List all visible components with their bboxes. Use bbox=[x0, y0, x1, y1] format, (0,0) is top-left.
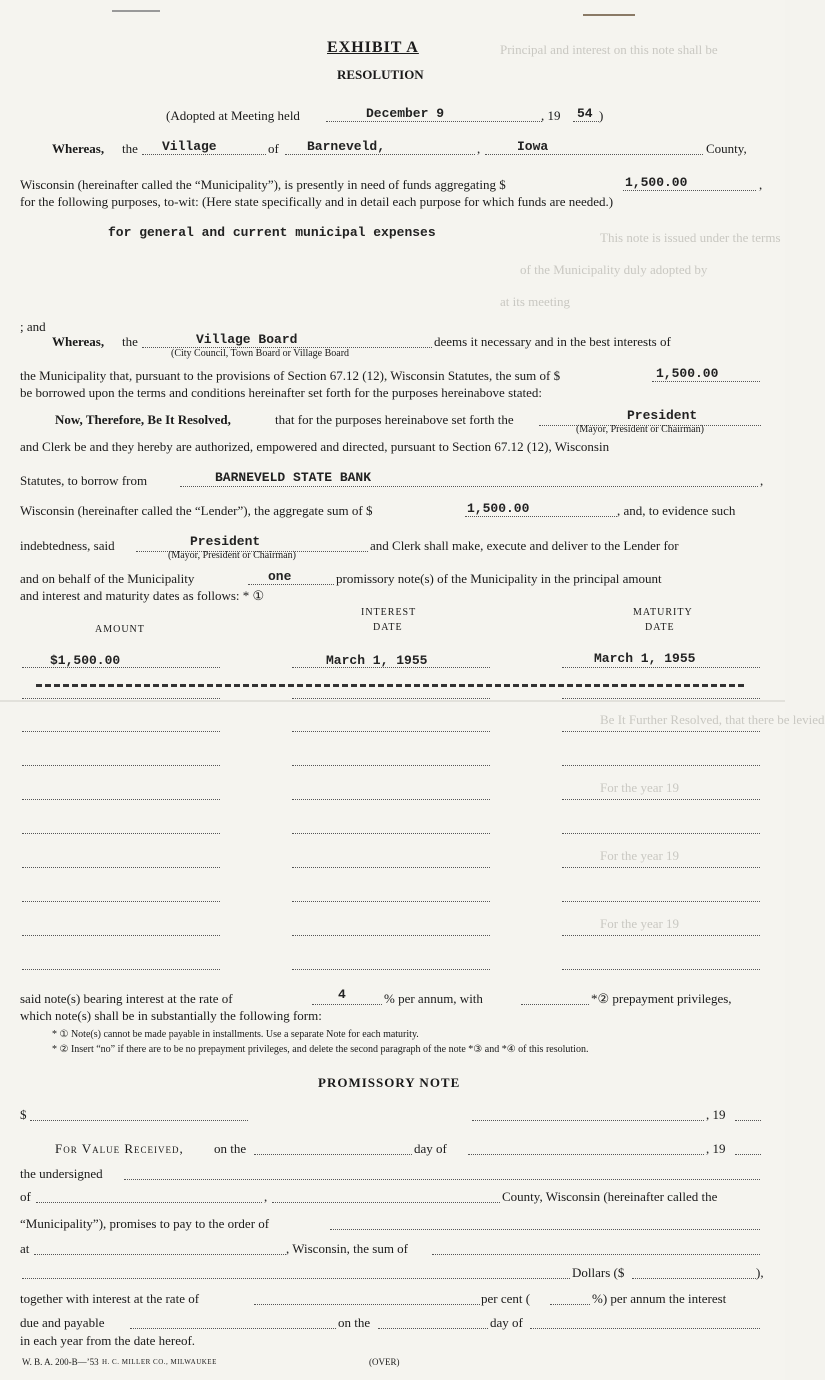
aggregate-amount: 1,500.00 bbox=[467, 501, 530, 516]
lender-name: BARNEVELD STATE BANK bbox=[215, 470, 372, 485]
purpose-text: for general and current municipal expenses bbox=[108, 225, 436, 240]
interest-header: INTEREST bbox=[361, 607, 417, 618]
schedule-maturity-date: March 1, 1955 bbox=[594, 651, 696, 666]
note-count: one bbox=[268, 569, 292, 584]
and-label: ; and bbox=[20, 319, 46, 334]
whereas-label: Whereas, bbox=[52, 141, 105, 156]
promissory-note-title: PROMISSORY NOTE bbox=[318, 1075, 461, 1090]
borrow-amount: 1,500.00 bbox=[656, 366, 719, 381]
maturity-header: MATURITY bbox=[633, 607, 693, 618]
amount-header: AMOUNT bbox=[95, 624, 145, 635]
municipality-name: Barneveld, bbox=[307, 139, 386, 154]
footnote-2: * ② Insert “no” if there are to be no prepayment privileges, and delete the second paragraph of the note *③ and *④ of this resolution. bbox=[52, 1044, 589, 1055]
municipality-type: Village bbox=[162, 139, 217, 154]
exhibit-title: EXHIBIT A bbox=[327, 39, 419, 56]
over-label: (OVER) bbox=[369, 1357, 400, 1367]
officer-title: President bbox=[627, 408, 698, 423]
resolved-label: Now, Therefore, Be It Resolved, bbox=[55, 412, 231, 427]
resolution-title: RESOLUTION bbox=[337, 67, 424, 82]
printer-name: H. C. MILLER CO., MILWAUKEE bbox=[102, 1358, 217, 1366]
schedule-amount: $1,500.00 bbox=[50, 653, 121, 668]
meeting-year: 54 bbox=[577, 106, 593, 121]
strike-dashes bbox=[36, 684, 744, 687]
county-name: Iowa bbox=[517, 139, 549, 154]
staple-mark-right bbox=[583, 14, 635, 16]
footnote-1: * ① Note(s) cannot be made payable in installments. Use a separate Note for each maturity. bbox=[52, 1029, 419, 1040]
meeting-date: December 9 bbox=[366, 106, 445, 121]
funds-amount: 1,500.00 bbox=[625, 175, 688, 190]
purposes-line: for the following purposes, to-wit: (Here state specifically and in detail each purpose for which funds are needed.) bbox=[20, 194, 614, 209]
funds-text: Wisconsin (hereinafter called the “Municipality”), is presently in need of funds aggregating $ bbox=[20, 177, 506, 192]
adopted-prefix: (Adopted at Meeting held bbox=[166, 108, 300, 123]
governing-board: Village Board bbox=[196, 332, 298, 347]
interest-rate: 4 bbox=[338, 987, 346, 1002]
executing-officer: President bbox=[190, 534, 261, 549]
document-page: EXHIBIT A RESOLUTION (Adopted at Meeting held December 9 , 19 54 ) Whereas, the Village of Barneveld, , Iowa County, Wisconsin (hereinafter called the “Municipality”), is presently in need of funds aggregating $ 1,500.00 , for the following purposes, to-wit: (Here state specifically and in detail each purpose for which funds are needed.) for general and current municipal expenses Principal and interest on this note shall be This note is issued under the terms of the Municipality duly adopted by at its meeting ; and Whereas, the Village Board (City Council, Town Board or Village Board deems it necessary and in the best interests of the Municipality that, pursuant to the provisions of Section 67.12 (12), Wisconsin Statutes, the sum of $ 1,500.00 be borrowed upon the terms and conditions hereinafter set forth for the purposes hereinabove stated: Now, Therefore, Be It Resolved, that for the purposes hereinabove set forth the President (Mayor, President or Chairman) and Clerk be and they hereby are authorized, empowered and directed, pursuant to Section 67.12 (12), Wisconsin Statutes, to borrow from BARNEVELD STATE BANK , Wisconsin (hereinafter called the “Lender”), the aggregate sum of $ 1,500.00 , and, to evidence such indebtedness, said President (Mayor, President or Chairman) and Clerk shall make, execute and deliver to the Lender for and on behalf of the Municipality one promissory note(s) of the Municipality in the principal amount and interest and maturity dates as follows: * ① AMOUNT INTEREST DATE MATURITY DATE $1,500.00 March 1, 1955 March 1, 1955 Be It Further Resolved, that there be levied For the year 19 For the year 19 For the year 19 said note(s) bearing interest at the rate of 4 % per annum, with *② prepayment privileges, which note(s) shall be in substantially the following form: * ① Note(s) cannot be made payable in installments. Use a separate Note for each maturity. * ② Insert “no” if there are to be no prepayment privileges, and delete the second paragraph of the note *③ and *④ of this resolution. PROMISSORY NOTE $ , 19 For Value Received, on the day of , 19 the undersigned of , County, Wisconsin (hereinafter called the “Municipality”), promises to pay to the order of at , Wisconsin, the sum of Dollars ($ ), together with interest at the rate of per cent ( %) per annum the interest due and payable on the day of in each year from the date hereof. W. B. A. 200-B—’53 H. C. MILLER CO., MILWAUKEE (OVER) bbox=[0, 0, 785, 1380]
staple-mark-left bbox=[112, 10, 160, 12]
form-number: W. B. A. 200-B—’53 bbox=[22, 1357, 99, 1367]
schedule-interest-date: March 1, 1955 bbox=[326, 653, 428, 668]
fold-crease bbox=[0, 700, 785, 702]
